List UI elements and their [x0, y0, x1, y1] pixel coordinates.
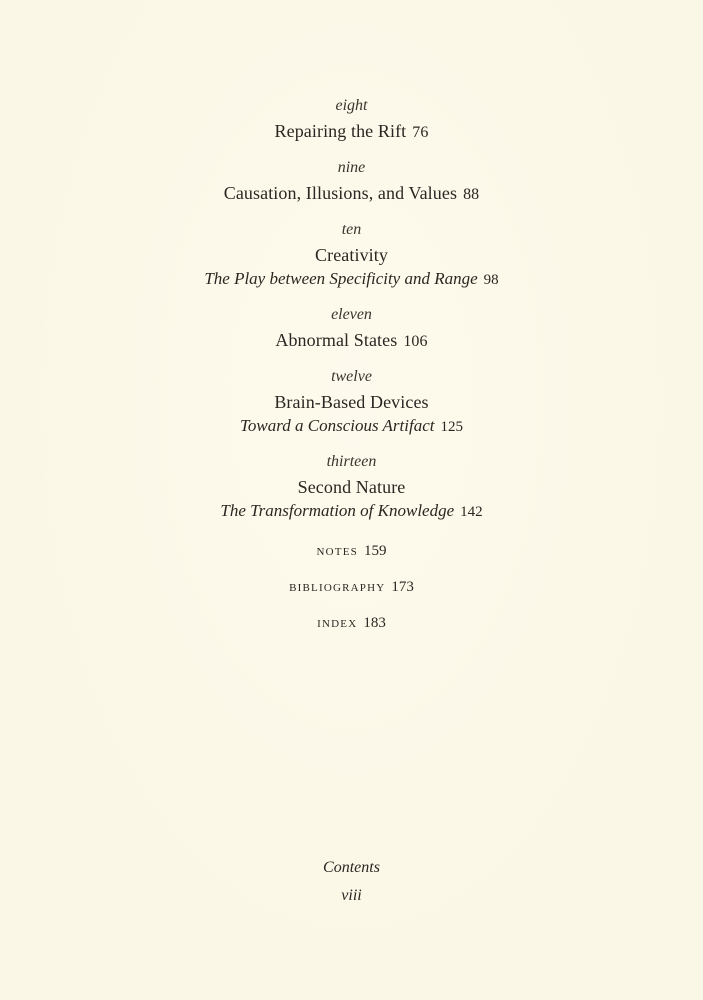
toc-entry-chapter-ten	[0, 220, 703, 291]
page-number: 142	[460, 504, 483, 520]
toc-entry-bibliography	[0, 577, 703, 597]
page-number: 88	[463, 186, 480, 203]
page-number: 98	[483, 272, 499, 288]
back-matter-title: notes	[316, 542, 358, 559]
chapter-number: twelve	[331, 368, 372, 385]
toc-entry-chapter-twelve	[0, 367, 703, 438]
chapter-subtitle-line	[0, 500, 703, 523]
chapter-subtitle: The Transformation of Knowledge	[220, 501, 455, 520]
page-number: 183	[363, 615, 386, 631]
toc-entry-chapter-eleven	[0, 305, 703, 353]
running-footer-label: Contents	[323, 859, 380, 876]
chapter-title-line	[0, 329, 703, 353]
chapter-subtitle-line	[0, 415, 703, 438]
chapter-subtitle: The Play between Specificity and Range	[204, 269, 478, 288]
chapter-number: nine	[337, 159, 366, 176]
chapter-title: Repairing the Rift	[274, 121, 407, 141]
chapter-title: Second Nature	[297, 477, 406, 497]
chapter-title: Creativity	[315, 245, 388, 265]
back-matter-title: index	[317, 614, 358, 631]
chapter-number: ten	[341, 221, 362, 238]
chapter-number: thirteen	[326, 453, 377, 470]
chapter-number: eleven	[331, 306, 372, 323]
back-matter-title: bibliography	[289, 578, 386, 595]
chapter-subtitle-line	[0, 268, 703, 291]
toc-entry-notes	[0, 541, 703, 561]
toc-entry-index	[0, 613, 703, 633]
chapter-title: Abnormal States	[275, 330, 398, 350]
chapter-title: Causation, Illusions, and Values	[223, 183, 458, 203]
page-number: 106	[403, 333, 428, 350]
toc-entry-chapter-nine	[0, 158, 703, 206]
chapter-title: Brain-Based Devices	[274, 392, 429, 412]
page-number: 76	[412, 124, 429, 141]
chapter-title-line	[0, 120, 703, 144]
toc-entry-chapter-thirteen	[0, 452, 703, 523]
page-number: 173	[391, 579, 414, 595]
chapter-number: eight	[335, 97, 368, 114]
chapter-title-line	[0, 182, 703, 206]
toc-entry-chapter-eight	[0, 96, 703, 144]
page-number: 159	[363, 543, 387, 559]
table-of-contents	[0, 96, 703, 649]
page-number: 125	[440, 419, 463, 435]
page-folio: viii	[341, 887, 362, 904]
chapter-subtitle: Toward a Conscious Artifact	[240, 416, 435, 435]
page-footer	[0, 857, 703, 907]
